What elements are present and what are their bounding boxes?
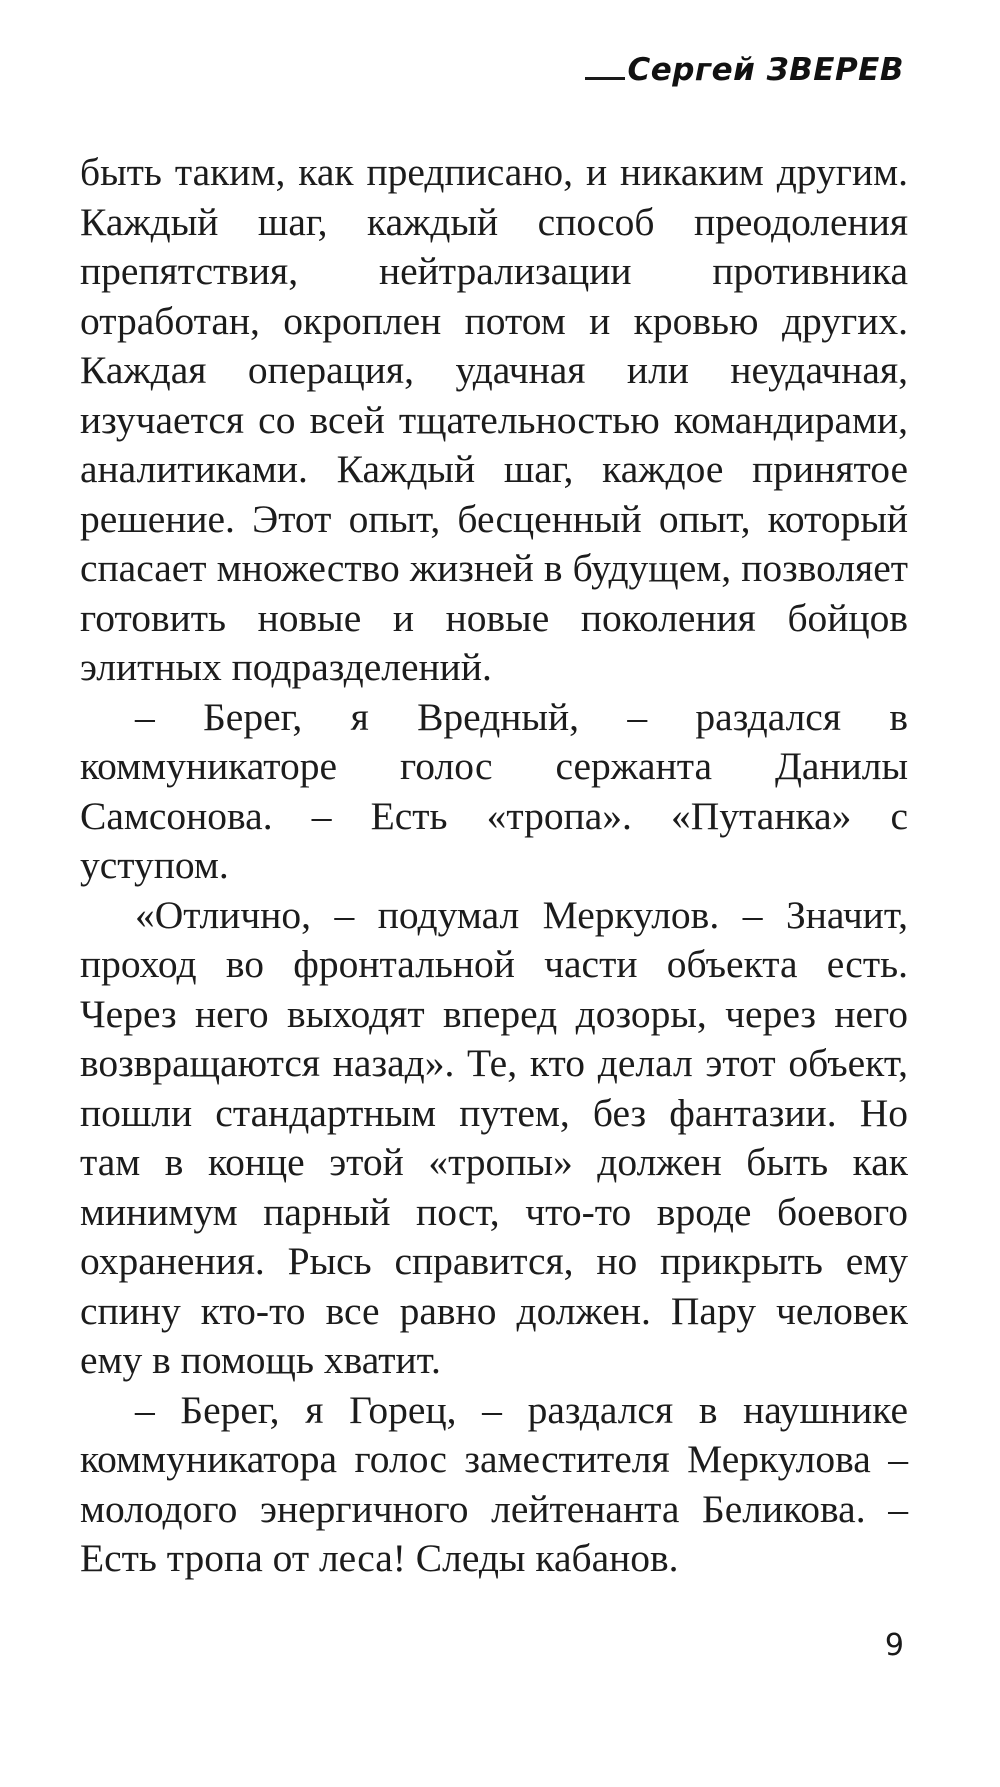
running-header bbox=[585, 52, 904, 88]
paragraph-3: «Отлично, – подумал Меркулов. – Значит, проход во фронтальной части объекта есть. Через него выходят вперед дозоры, через него возвращаются назад». Те, кто делал этот объект, пошли стандартным путем, без фантазии. Но там в конце этой «тропы» должен быть как минимум парный пост, что-то вроде боевого охранения. Рысь справится, но прикрыть ему спину кто-то все равно должен. Пару человек ему в помощь хватит. bbox=[80, 892, 908, 1382]
page-number: 9 bbox=[884, 1628, 904, 1663]
paragraph-1: быть таким, как предписано, и никаким другим. Каждый шаг, каждый способ преодоления препятствия, нейтрализации противника отработан, окроплен потом и кровью других. Каждая операция, удачная или неудачная, изучается со всей тщательностью командирами, аналитиками. Каждый шаг, каждое принятое решение. Этот опыт, бесценный опыт, который спасает множество жизней в будущем, позволяет готовить новые и новые поколения бойцов элитных подразделений. bbox=[80, 150, 908, 689]
paragraph-4: – Берег, я Горец, – раздался в наушнике коммуникатора голос заместителя Меркулова – молодого энергичного лейтенанта Беликова. – Есть тропа от леса! Следы кабанов. bbox=[80, 1387, 908, 1580]
body-text bbox=[80, 148, 908, 1584]
header-rule bbox=[585, 77, 625, 80]
paragraph-2: – Берег, я Вредный, – раздался в коммуникаторе голос сержанта Данилы Самсонова. – Есть «тропа». «Путанка» с уступом. bbox=[80, 694, 908, 887]
running-title: Сергей ЗВЕРЕВ bbox=[627, 52, 904, 88]
